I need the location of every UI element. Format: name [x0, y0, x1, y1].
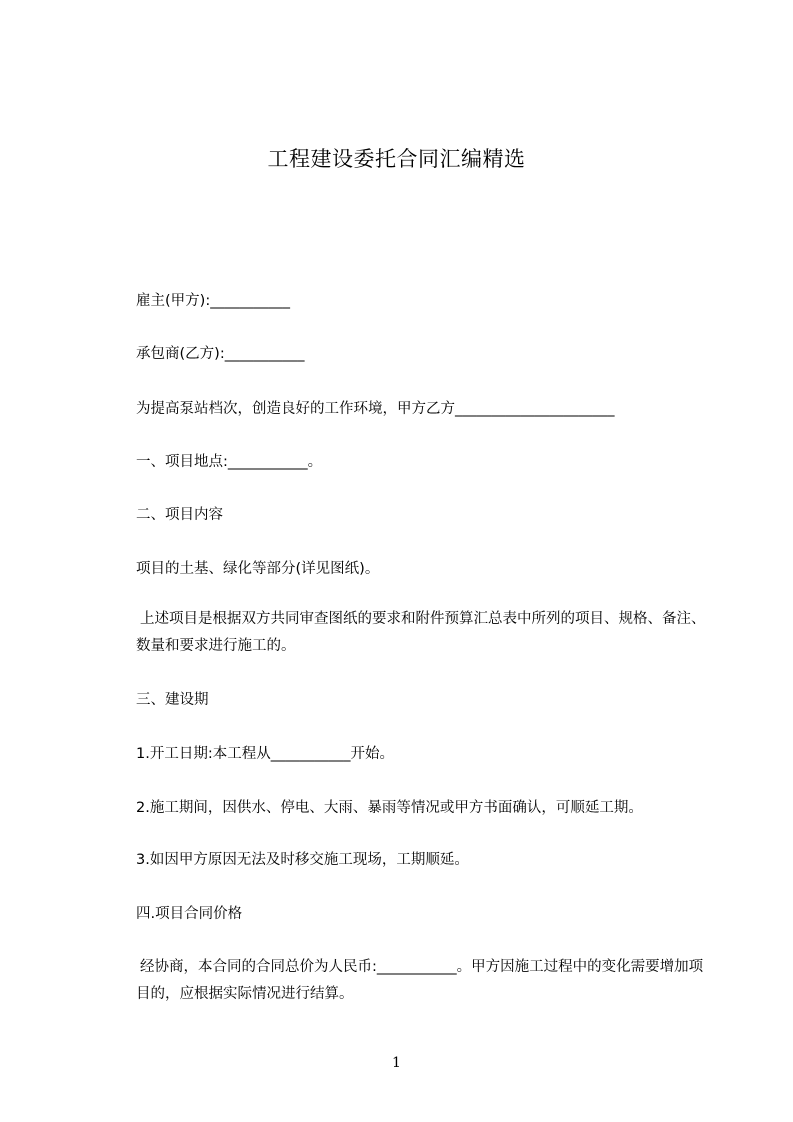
project-content-paragraph: 项目的土基、绿化等部分(详见图纸)。	[136, 561, 380, 577]
extension-clause: 2.施工期间，因供水、停电、大雨、暴雨等情况或甲方书面确认，可顺延工期。	[136, 800, 643, 816]
start-date-clause: 1.开工日期:本工程从___________开始。	[136, 746, 394, 762]
section-2-heading: 二、项目内容	[136, 507, 223, 523]
contract-price-paragraph: 经协商，本合同的合同总价为人民币:___________。甲方因施工过程中的变化需要增加项目的，应根据实际情况进行结算。	[136, 959, 704, 1002]
section-1-location: 一、项目地点:___________。	[136, 454, 323, 470]
delay-clause: 3.如因甲方原因无法及时移交施工现场，工期顺延。	[136, 852, 469, 868]
section-3-heading: 三、建设期	[136, 692, 209, 708]
section-4-heading: 四.项目合同价格	[136, 906, 243, 922]
page-number: 1	[392, 1055, 401, 1071]
employer-line: 雇主(甲方):___________	[136, 293, 290, 309]
purpose-line: 为提高泵站档次，创造良好的工作环境，甲方乙方______________________	[136, 401, 615, 417]
project-basis-paragraph: 上述项目是根据双方共同审查图纸的要求和附件预算汇总表中所列的项目、规格、备注、数量和要求进行施工的。	[136, 611, 706, 654]
contractor-line: 承包商(乙方):___________	[136, 346, 305, 362]
document-title: 工程建设委托合同汇编精选	[267, 147, 526, 171]
